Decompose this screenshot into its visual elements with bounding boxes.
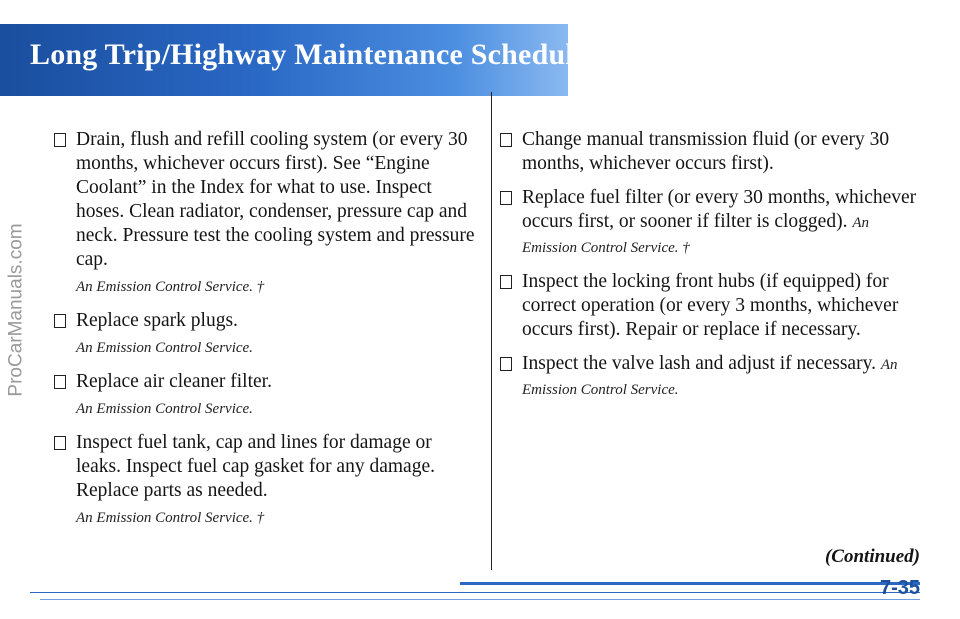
item-note: An Emission Control Service. †: [522, 215, 869, 256]
checkbox-icon[interactable]: [54, 375, 66, 389]
checkbox-icon[interactable]: [54, 314, 66, 328]
schedule-item: [54, 370, 480, 421]
schedule-item: [500, 186, 920, 260]
checkbox-icon[interactable]: [500, 357, 512, 371]
footer-rule: [40, 599, 920, 600]
item-note: An Emission Control Service. †: [76, 510, 265, 526]
item-text: Inspect fuel tank, cap and lines for damage or leaks. Inspect fuel cap gasket for any damage. Replace parts as needed.: [76, 432, 435, 501]
item-note: An Emission Control Service.: [522, 357, 898, 398]
schedule-item: [500, 352, 920, 402]
schedule-item: [54, 309, 480, 360]
item-text: Replace fuel filter (or every 30 months, whichever occurs first, or sooner if filter is clogged).: [522, 187, 917, 232]
footer-rule: [460, 582, 920, 585]
right-column: [500, 128, 920, 412]
item-text: Replace air cleaner filter.: [76, 371, 272, 392]
footer-rule: [30, 592, 920, 593]
left-column: [54, 128, 480, 540]
watermark: [4, 0, 30, 619]
watermark-text: ProCarManuals.com: [6, 222, 28, 397]
item-text: Inspect the valve lash and adjust if necessary.: [522, 353, 876, 374]
checkbox-icon[interactable]: [54, 133, 66, 147]
checkbox-icon[interactable]: [54, 436, 66, 450]
schedule-item: [54, 128, 480, 299]
page-number: 7-35: [879, 577, 920, 599]
continued-label: (Continued): [824, 546, 920, 567]
item-text: Replace spark plugs.: [76, 310, 238, 331]
page-title: Long Trip/Highway Maintenance Schedule: [30, 38, 588, 71]
item-text: Inspect the locking front hubs (if equipped) for correct operation (or every 3 months, whichever occurs first). Repair or replace if necessary.: [522, 271, 899, 340]
item-note: An Emission Control Service. †: [76, 279, 265, 295]
checkbox-icon[interactable]: [500, 275, 512, 289]
item-note: An Emission Control Service.: [76, 340, 253, 356]
column-divider: [491, 92, 492, 570]
item-note: An Emission Control Service.: [76, 401, 253, 417]
schedule-item: [500, 128, 920, 176]
item-text: Change manual transmission fluid (or every 30 months, whichever occurs first).: [522, 129, 890, 174]
item-text: Drain, flush and refill cooling system (or every 30 months, whichever occurs first). See “Engine Coolant” in the Index for what to use. Inspect hoses. Clean radiator, condenser, pressure cap and neck. Pressure test the cooling system and pressure cap.: [76, 129, 475, 270]
section-header-bar: [0, 24, 588, 96]
checkbox-icon[interactable]: [500, 133, 512, 147]
schedule-item: [54, 431, 480, 530]
checkbox-icon[interactable]: [500, 191, 512, 205]
schedule-item: [500, 270, 920, 342]
